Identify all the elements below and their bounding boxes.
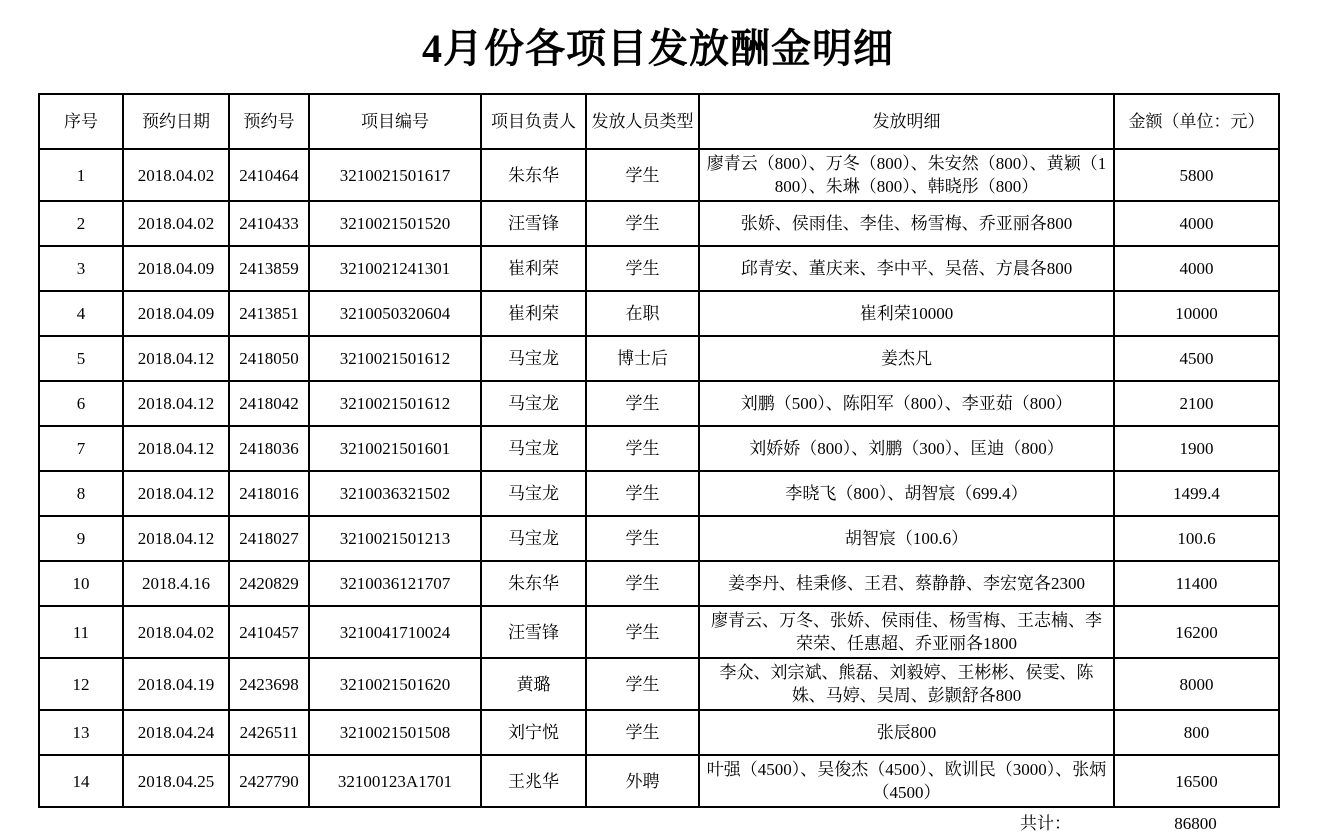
table-row [39,201,1279,246]
cell-person-type: 学生 [586,149,699,201]
cell-seq: 13 [39,710,123,755]
cell-amount: 16200 [1114,606,1279,658]
cell-booking-no: 2418027 [229,516,309,561]
cell-detail: 刘鹏（500）、陈阳军（800）、李亚茹（800） [699,381,1114,426]
cell-person-type: 学生 [586,471,699,516]
cell-project-no: 3210036121707 [309,561,481,606]
table-header [39,94,1279,149]
cell-booking-no: 2423698 [229,658,309,710]
cell-leader: 马宝龙 [481,426,586,471]
cell-seq: 10 [39,561,123,606]
cell-date: 2018.04.12 [123,381,229,426]
cell-seq: 3 [39,246,123,291]
cell-booking-no: 2418036 [229,426,309,471]
cell-date: 2018.04.12 [123,516,229,561]
cell-booking-no: 2410457 [229,606,309,658]
cell-booking-no: 2413859 [229,246,309,291]
table-row [39,426,1279,471]
cell-amount: 4000 [1114,201,1279,246]
cell-booking-no: 2418050 [229,336,309,381]
cell-project-no: 3210050320604 [309,291,481,336]
table-row [39,755,1279,807]
cell-project-no: 3210021501617 [309,149,481,201]
cell-person-type: 学生 [586,246,699,291]
cell-seq: 11 [39,606,123,658]
cell-seq: 8 [39,471,123,516]
cell-detail: 张娇、侯雨佳、李佳、杨雪梅、乔亚丽各800 [699,201,1114,246]
cell-booking-no: 2426511 [229,710,309,755]
cell-leader: 朱东华 [481,561,586,606]
cell-booking-no: 2427790 [229,755,309,807]
cell-project-no: 3210021501620 [309,658,481,710]
cell-detail: 姜杰凡 [699,336,1114,381]
cell-person-type: 学生 [586,710,699,755]
cell-leader: 刘宁悦 [481,710,586,755]
cell-leader: 朱东华 [481,149,586,201]
column-header-person-type: 发放人员类型 [586,94,699,149]
cell-date: 2018.4.16 [123,561,229,606]
cell-person-type: 学生 [586,658,699,710]
table-row [39,710,1279,755]
cell-seq: 7 [39,426,123,471]
cell-detail: 胡智宸（100.6） [699,516,1114,561]
total-label: 共计： [1020,814,1071,833]
cell-date: 2018.04.02 [123,149,229,201]
page-title: 4月份各项目发放酬金明细 [422,26,894,71]
cell-amount: 11400 [1114,561,1279,606]
cell-amount: 800 [1114,710,1279,755]
column-header-seq: 序号 [39,94,123,149]
cell-project-no: 32100123A1701 [309,755,481,807]
total-amount: 86800 [1174,814,1217,833]
cell-person-type: 博士后 [586,336,699,381]
column-header-project-no: 项目编号 [309,94,481,149]
cell-booking-no: 2410433 [229,201,309,246]
cell-date: 2018.04.25 [123,755,229,807]
cell-leader: 王兆华 [481,755,586,807]
cell-person-type: 学生 [586,426,699,471]
cell-seq: 9 [39,516,123,561]
table-row [39,606,1279,658]
cell-booking-no: 2410464 [229,149,309,201]
cell-detail: 叶强（4500）、吴俊杰（4500）、欧训民（3000）、张炳（4500） [699,755,1114,807]
cell-project-no: 3210021501601 [309,426,481,471]
cell-seq: 5 [39,336,123,381]
table-header-row [39,94,1279,149]
payment-table [38,93,1280,808]
cell-date: 2018.04.02 [123,201,229,246]
cell-detail: 崔利荣10000 [699,291,1114,336]
cell-booking-no: 2413851 [229,291,309,336]
cell-amount: 1499.4 [1114,471,1279,516]
column-header-booking-no: 预约号 [229,94,309,149]
cell-person-type: 外聘 [586,755,699,807]
table-row [39,149,1279,201]
cell-detail: 李晓飞（800）、胡智宸（699.4） [699,471,1114,516]
cell-date: 2018.04.12 [123,471,229,516]
cell-detail: 邱青安、董庆来、李中平、吴蓓、方晨各800 [699,246,1114,291]
cell-date: 2018.04.09 [123,291,229,336]
table-row [39,381,1279,426]
cell-leader: 汪雪锋 [481,606,586,658]
column-header-detail: 发放明细 [699,94,1114,149]
cell-seq: 14 [39,755,123,807]
column-header-amount: 金额（单位：元） [1114,94,1279,149]
cell-project-no: 3210021501612 [309,336,481,381]
cell-seq: 6 [39,381,123,426]
cell-leader: 崔利荣 [481,246,586,291]
cell-date: 2018.04.12 [123,426,229,471]
cell-leader: 汪雪锋 [481,201,586,246]
table-row [39,291,1279,336]
cell-project-no: 3210021501213 [309,516,481,561]
cell-date: 2018.04.19 [123,658,229,710]
cell-booking-no: 2420829 [229,561,309,606]
cell-amount: 1900 [1114,426,1279,471]
cell-person-type: 学生 [586,516,699,561]
table-body [39,149,1279,807]
cell-project-no: 3210036321502 [309,471,481,516]
cell-amount: 4000 [1114,246,1279,291]
cell-leader: 马宝龙 [481,336,586,381]
cell-date: 2018.04.02 [123,606,229,658]
cell-detail: 姜李丹、桂秉修、王君、蔡静静、李宏宽各2300 [699,561,1114,606]
table-row [39,471,1279,516]
cell-person-type: 在职 [586,291,699,336]
cell-amount: 16500 [1114,755,1279,807]
table-row [39,516,1279,561]
table-row [39,561,1279,606]
cell-person-type: 学生 [586,201,699,246]
cell-detail: 张辰800 [699,710,1114,755]
cell-booking-no: 2418042 [229,381,309,426]
cell-leader: 马宝龙 [481,516,586,561]
cell-leader: 马宝龙 [481,471,586,516]
cell-seq: 1 [39,149,123,201]
cell-detail: 廖青云（800）、万冬（800）、朱安然（800）、黄颖（1800）、朱琳（800）、韩晓彤（800） [699,149,1114,201]
cell-amount: 8000 [1114,658,1279,710]
cell-seq: 12 [39,658,123,710]
cell-project-no: 3210021501520 [309,201,481,246]
cell-seq: 4 [39,291,123,336]
cell-project-no: 3210021501612 [309,381,481,426]
cell-project-no: 3210021501508 [309,710,481,755]
cell-leader: 崔利荣 [481,291,586,336]
column-header-date: 预约日期 [123,94,229,149]
cell-detail: 刘娇娇（800）、刘鹏（300）、匡迪（800） [699,426,1114,471]
cell-person-type: 学生 [586,381,699,426]
cell-amount: 10000 [1114,291,1279,336]
table-row [39,246,1279,291]
cell-person-type: 学生 [586,561,699,606]
cell-project-no: 3210041710024 [309,606,481,658]
cell-date: 2018.04.09 [123,246,229,291]
cell-leader: 马宝龙 [481,381,586,426]
cell-booking-no: 2418016 [229,471,309,516]
cell-leader: 黄璐 [481,658,586,710]
cell-detail: 李众、刘宗斌、熊磊、刘毅婷、王彬彬、侯雯、陈姝、马婷、吴周、彭颢舒各800 [699,658,1114,710]
table-row [39,658,1279,710]
cell-date: 2018.04.12 [123,336,229,381]
cell-amount: 100.6 [1114,516,1279,561]
cell-amount: 5800 [1114,149,1279,201]
column-header-leader: 项目负责人 [481,94,586,149]
total-row [38,812,1278,835]
table-row [39,336,1279,381]
cell-amount: 2100 [1114,381,1279,426]
cell-person-type: 学生 [586,606,699,658]
cell-project-no: 3210021241301 [309,246,481,291]
cell-seq: 2 [39,201,123,246]
cell-amount: 4500 [1114,336,1279,381]
cell-detail: 廖青云、万冬、张娇、侯雨佳、杨雪梅、王志楠、李荣荣、任惠超、乔亚丽各1800 [699,606,1114,658]
cell-date: 2018.04.24 [123,710,229,755]
